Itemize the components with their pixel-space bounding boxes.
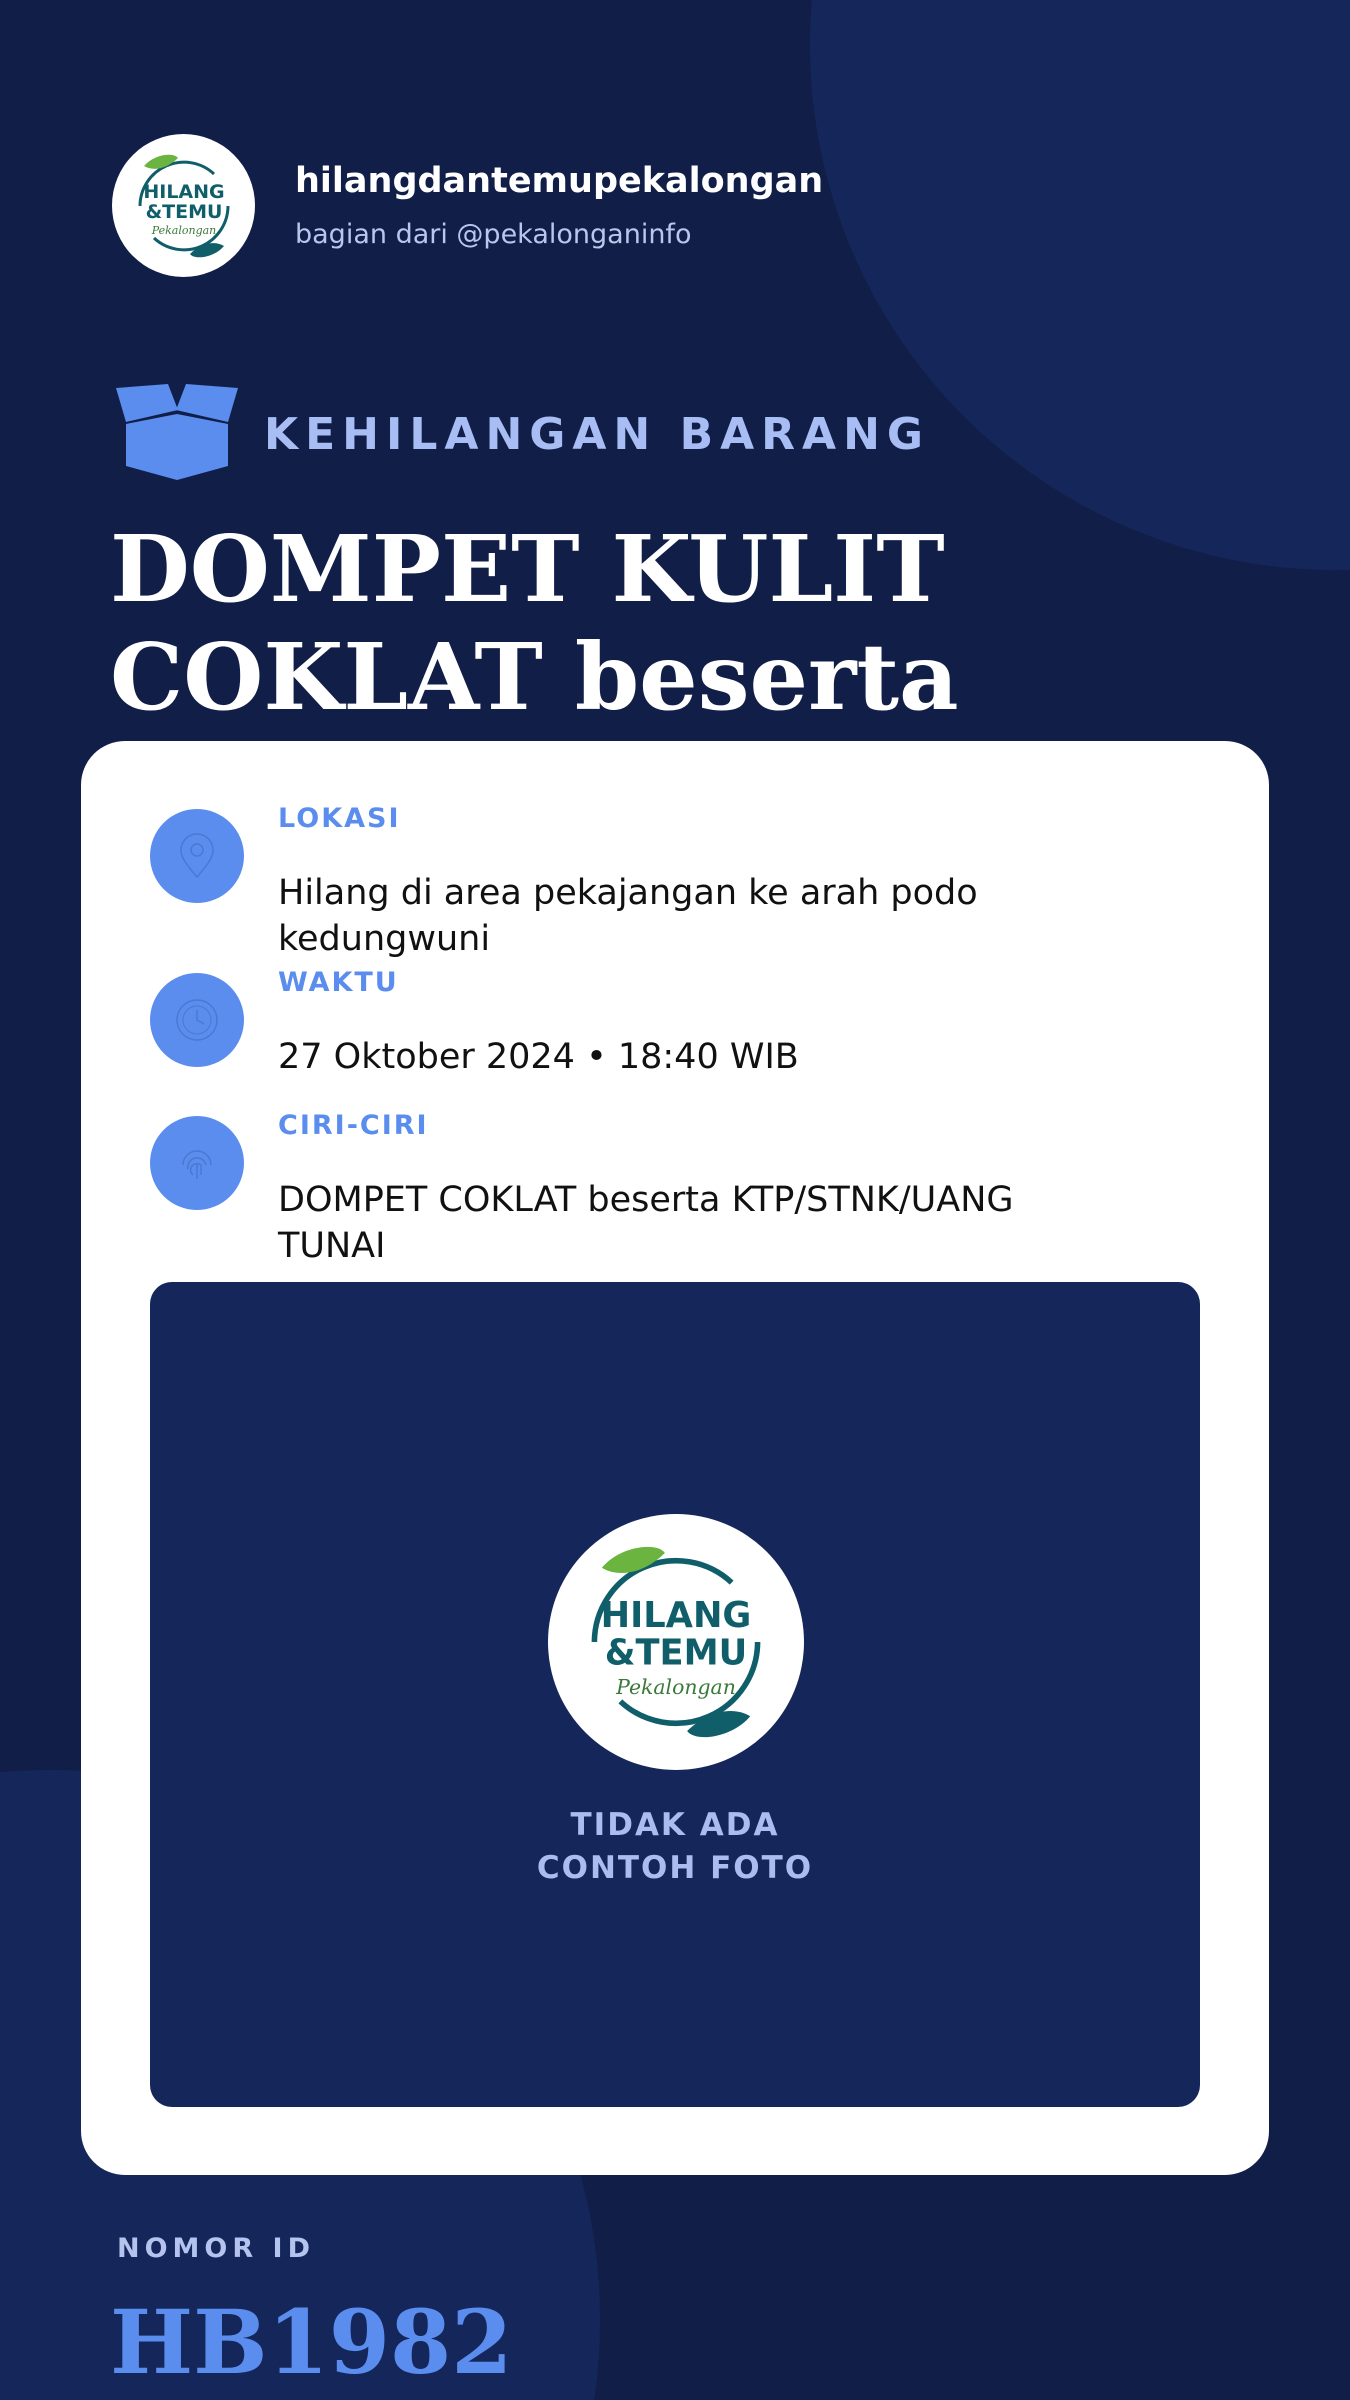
detail-time-label: WAKTU xyxy=(278,967,399,998)
logo-text-line1: HILANG xyxy=(600,1595,752,1637)
detail-location-label: LOKASI xyxy=(278,803,401,834)
logo-text-line2: &TEMU xyxy=(145,200,222,223)
logo-text-line1: HILANG xyxy=(142,180,225,203)
location-pin-icon xyxy=(150,809,244,903)
avatar[interactable] xyxy=(112,134,255,277)
open-box-icon xyxy=(112,384,242,484)
placeholder-logo xyxy=(548,1514,804,1770)
account-handle[interactable]: hilangdantemupekalongan xyxy=(295,161,824,201)
item-title-line2: COKLAT beserta xyxy=(110,623,959,731)
id-label: NOMOR ID xyxy=(117,2233,316,2264)
profile-header xyxy=(112,134,823,277)
detail-characteristics-label: CIRI-CIRI xyxy=(278,1110,429,1141)
no-photo-line1: TIDAK ADA xyxy=(570,1807,780,1843)
logo-text-script: Pekalongan xyxy=(151,223,216,237)
photo-placeholder xyxy=(150,1282,1200,2107)
no-photo-line2: CONTOH FOTO xyxy=(536,1850,814,1886)
logo-text-script: Pekalongan xyxy=(616,1674,736,1699)
category-row xyxy=(112,384,930,484)
detail-time-value: 27 Oktober 2024 • 18:40 WIB xyxy=(278,1037,799,1077)
hilang-temu-logo-icon xyxy=(561,1527,791,1757)
background-circle-top xyxy=(810,0,1350,570)
fingerprint-icon xyxy=(150,1116,244,1210)
category-label: KEHILANGAN BARANG xyxy=(264,408,931,460)
hilang-temu-logo-icon xyxy=(122,144,246,268)
detail-characteristics-value: DOMPET COKLAT beserta KTP/STNK/UANG TUNAI xyxy=(278,1180,1014,1266)
item-title xyxy=(110,515,1260,731)
item-title-line1: DOMPET KULIT xyxy=(110,515,945,623)
account-subtitle: bagian dari @pekalonganinfo xyxy=(295,219,692,250)
logo-text-line2: &TEMU xyxy=(604,1632,748,1674)
no-photo-text xyxy=(150,1804,1200,1890)
clock-icon xyxy=(150,973,244,1067)
detail-location-value: Hilang di area pekajangan ke arah podo kedungwuni xyxy=(278,873,978,959)
id-value: HB1982 xyxy=(110,2290,513,2394)
details-card xyxy=(81,741,1269,2175)
